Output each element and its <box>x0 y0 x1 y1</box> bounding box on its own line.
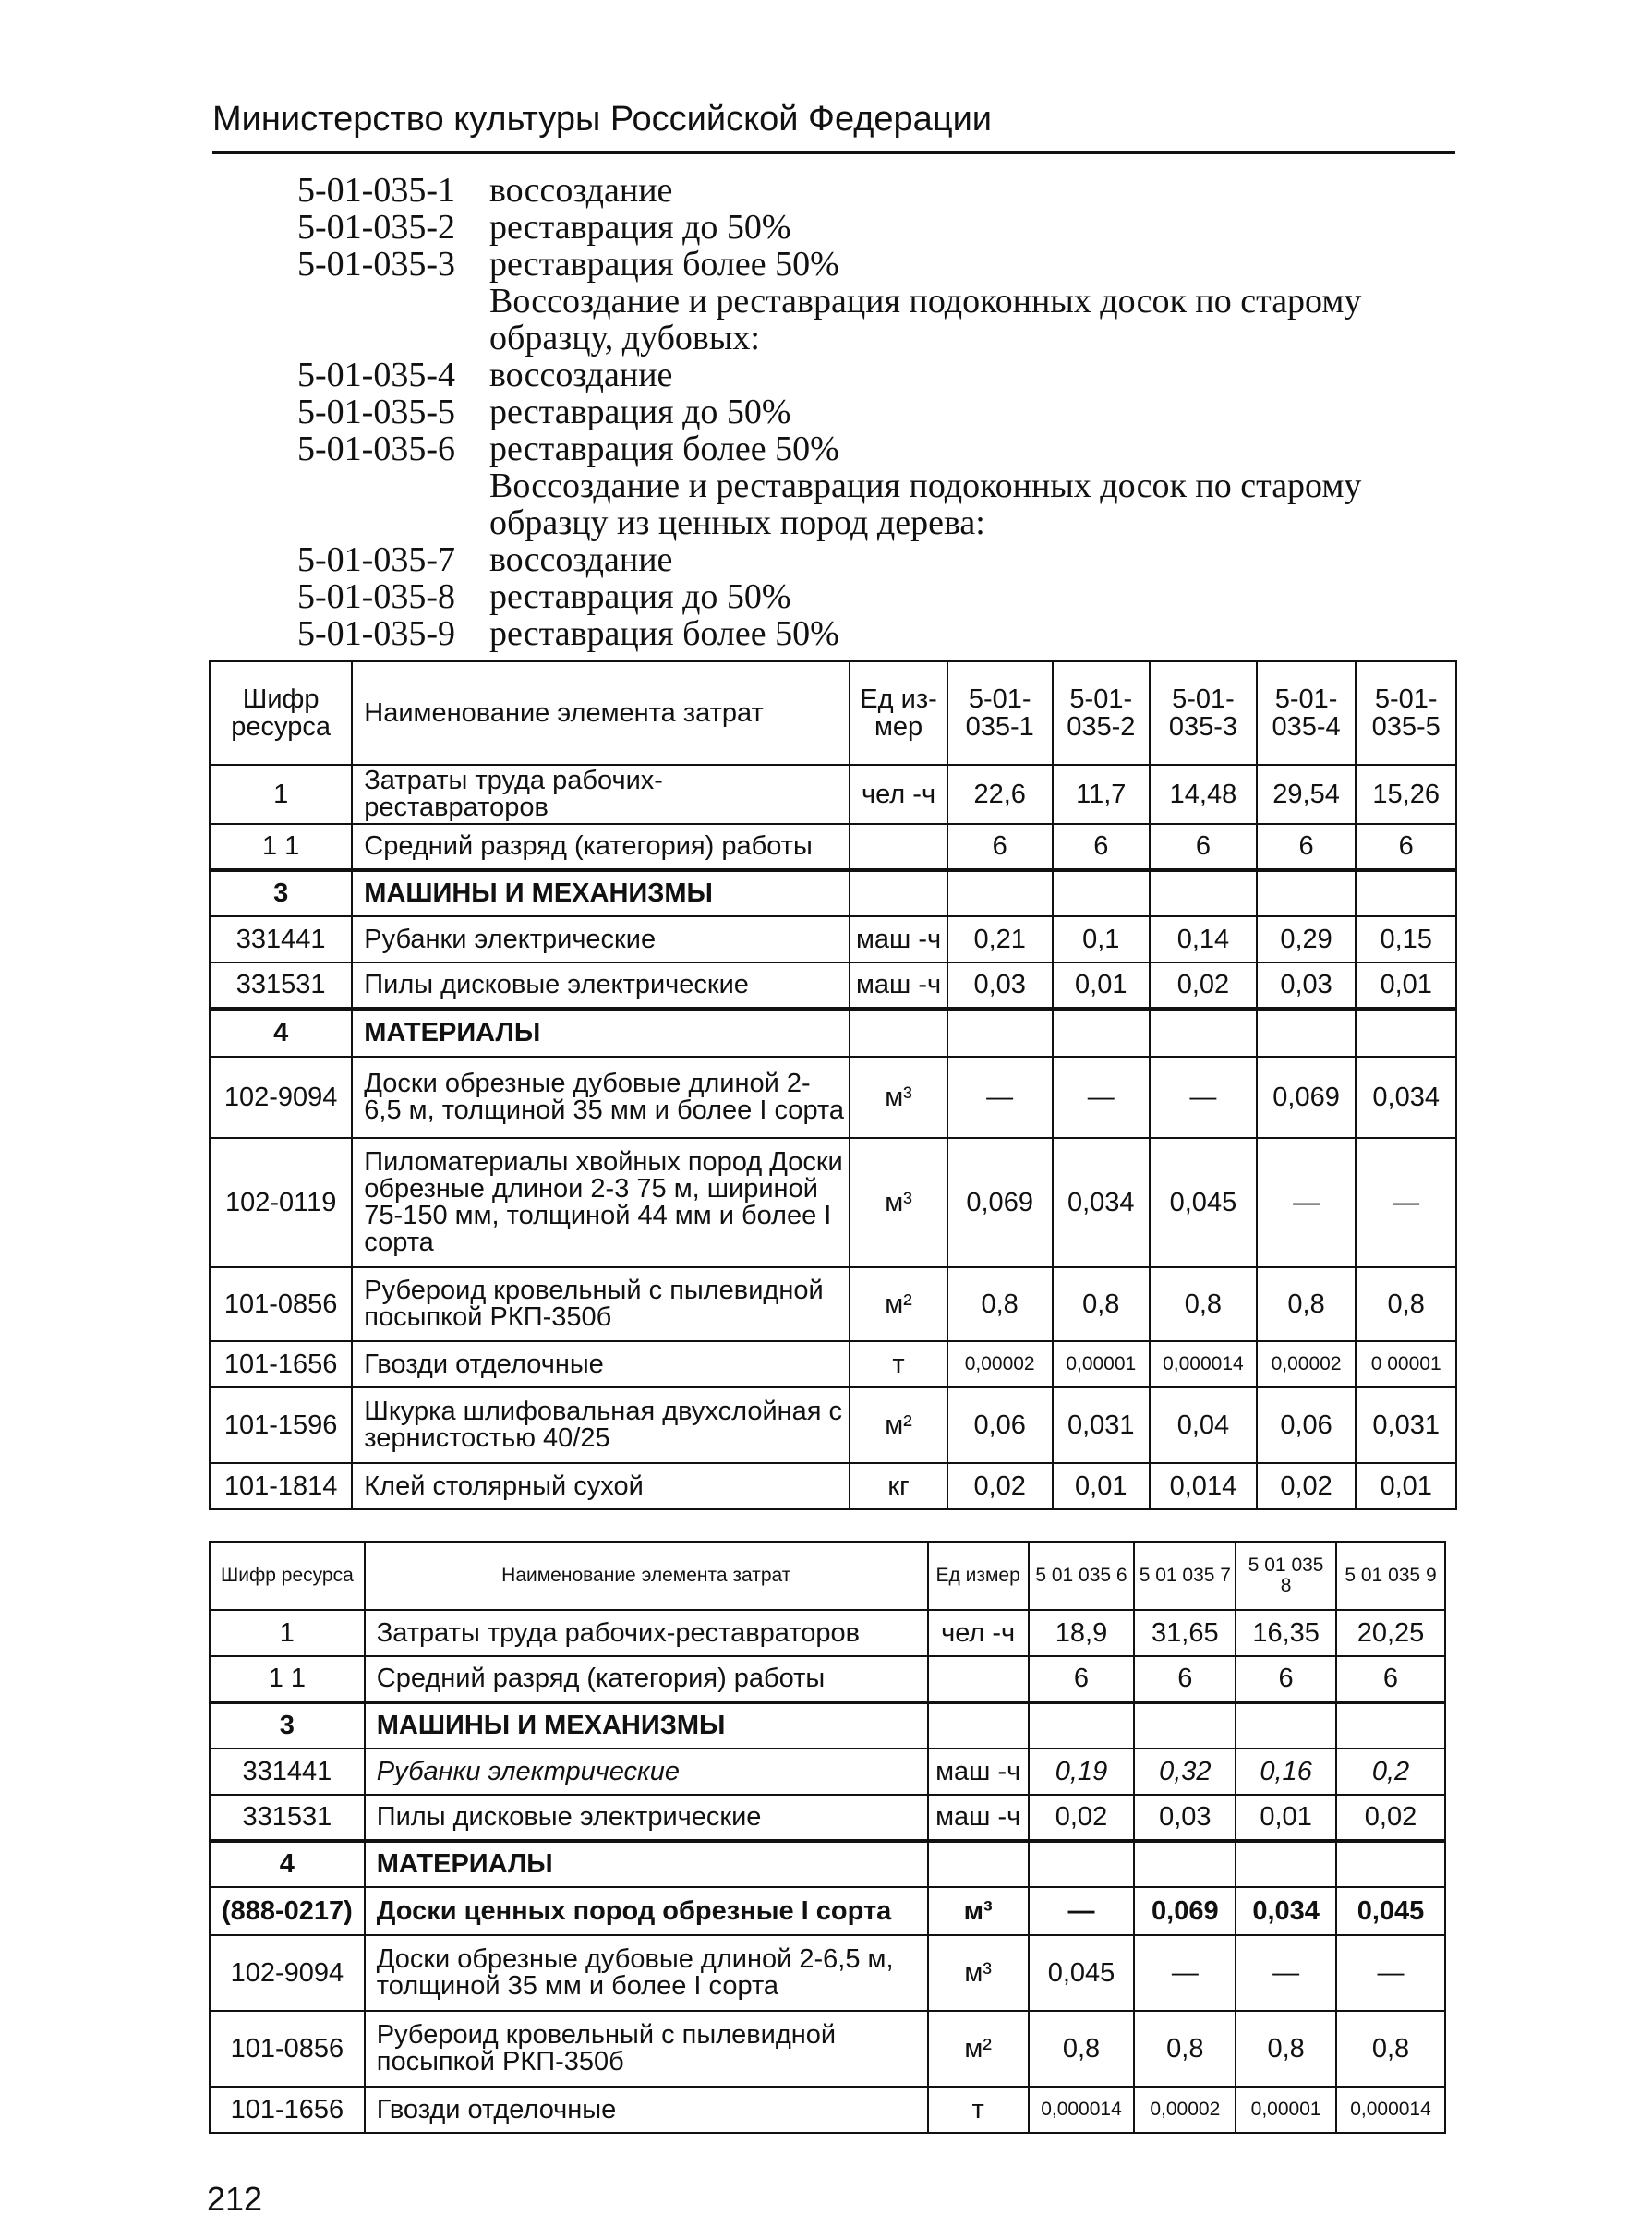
code-group-heading <box>263 467 1473 541</box>
resource-code: 331441 <box>210 1749 365 1795</box>
value-cell <box>1053 1009 1151 1057</box>
unit-cell: м³ <box>928 1935 1029 2011</box>
resource-code: 101-1656 <box>210 2087 365 2133</box>
code-number: 5-01-035-3 <box>297 245 455 284</box>
value-cell: 0,034 <box>1053 1138 1151 1267</box>
value-cell: — <box>1029 1887 1135 1935</box>
value-cell <box>1336 1841 1445 1887</box>
value-cell: 6 <box>1029 1656 1135 1702</box>
section-title: МАШИНЫ И МЕХАНИЗМЫ <box>352 870 850 916</box>
unit-cell: м³ <box>850 1057 947 1138</box>
code-description: реставрация до 50% <box>489 393 791 431</box>
unit-cell: м² <box>928 2011 1029 2087</box>
value-cell: 0,04 <box>1150 1387 1257 1463</box>
value-cell <box>1236 1841 1336 1887</box>
column-header: 5-01-035-5 <box>1356 661 1456 765</box>
value-cell: 0,000014 <box>1336 2087 1445 2133</box>
value-cell: 0,16 <box>1236 1749 1336 1795</box>
code-description: реставрация более 50% <box>489 430 839 468</box>
resource-code: 331531 <box>210 962 352 1009</box>
cost-element-name: Средний разряд (категория) работы <box>352 824 850 870</box>
unit-cell: маш -ч <box>850 962 947 1009</box>
section-title: МАТЕРИАЛЫ <box>352 1009 850 1057</box>
table-row <box>210 1795 1445 1841</box>
column-header: Наименование элемента затрат <box>365 1542 928 1610</box>
code-number: 5-01-035-8 <box>297 577 455 616</box>
resource-code: 1 <box>210 1610 365 1656</box>
table-row <box>210 1749 1445 1795</box>
table-header-row <box>210 1542 1445 1610</box>
value-cell: 0,01 <box>1053 962 1151 1009</box>
value-cell: 6 <box>1134 1656 1236 1702</box>
value-cell <box>1134 1702 1236 1749</box>
value-cell: 18,9 <box>1029 1610 1135 1656</box>
value-cell <box>947 1009 1053 1057</box>
value-cell: — <box>1356 1138 1456 1267</box>
value-cell: 0,00002 <box>947 1341 1053 1387</box>
unit-cell: кг <box>850 1463 947 1509</box>
table-row <box>210 1463 1456 1509</box>
resource-code: 102-9094 <box>210 1935 365 2011</box>
value-cell: — <box>947 1057 1053 1138</box>
cost-element-name: Средний разряд (категория) работы <box>365 1656 928 1702</box>
value-cell: 29,54 <box>1257 765 1357 824</box>
unit-cell: м² <box>850 1387 947 1463</box>
unit-cell: м² <box>850 1267 947 1341</box>
code-number: 5-01-035-4 <box>297 356 455 394</box>
cost-element-name: Доски ценных пород обрезные I сорта <box>365 1887 928 1935</box>
code-description: воссоздание <box>489 171 673 210</box>
value-cell: 0,000014 <box>1029 2087 1135 2133</box>
resource-code: 1 <box>210 765 352 824</box>
table-row <box>210 1887 1445 1935</box>
table-section-row <box>210 870 1456 916</box>
table-row <box>210 2011 1445 2087</box>
cost-element-name: Пилы дисковые электрические <box>365 1795 928 1841</box>
code-row <box>263 172 1473 209</box>
column-header: Ед из-мер <box>850 661 947 765</box>
value-cell: — <box>1150 1057 1257 1138</box>
value-cell: 16,35 <box>1236 1610 1336 1656</box>
value-cell: 0,045 <box>1336 1887 1445 1935</box>
resource-code: (888-0217) <box>210 1887 365 1935</box>
table-header-row <box>210 661 1456 765</box>
cost-element-name: Затраты труда рабочих-реставраторов <box>352 765 850 824</box>
table-section-row <box>210 1009 1456 1057</box>
value-cell: 0,03 <box>1134 1795 1236 1841</box>
value-cell: 0,01 <box>1053 1463 1151 1509</box>
value-cell: 0,8 <box>1053 1267 1151 1341</box>
table-row <box>210 1138 1456 1267</box>
resource-code: 4 <box>210 1009 352 1057</box>
code-description: реставрация более 50% <box>489 245 839 284</box>
value-cell <box>1236 1702 1336 1749</box>
unit-cell: т <box>850 1341 947 1387</box>
value-cell: 6 <box>947 824 1053 870</box>
column-header: Шифр ресурса <box>210 1542 365 1610</box>
code-row <box>263 578 1473 615</box>
unit-cell: маш -ч <box>850 916 947 962</box>
value-cell: 0,01 <box>1236 1795 1336 1841</box>
value-cell <box>1257 1009 1357 1057</box>
cost-element-name: Гвозди отделочные <box>365 2087 928 2133</box>
value-cell: 0,045 <box>1029 1935 1135 2011</box>
code-description: реставрация более 50% <box>489 614 839 653</box>
page-title: Министерство культуры Российской Федерации <box>212 100 993 139</box>
resource-code: 3 <box>210 1702 365 1749</box>
column-header: Наименование элемента затрат <box>352 661 850 765</box>
value-cell: 0,034 <box>1236 1887 1336 1935</box>
value-cell: 6 <box>1236 1656 1336 1702</box>
value-cell: 0,29 <box>1257 916 1357 962</box>
table-row <box>210 1935 1445 2011</box>
resource-code: 101-1656 <box>210 1341 352 1387</box>
unit-cell: т <box>928 2087 1029 2133</box>
value-cell: 0,02 <box>1029 1795 1135 1841</box>
code-number: 5-01-035-2 <box>297 208 455 247</box>
value-cell: 0,034 <box>1356 1057 1456 1138</box>
value-cell: 0,8 <box>1134 2011 1236 2087</box>
column-header: 5 01 035 8 <box>1236 1542 1336 1610</box>
unit-cell <box>850 1009 947 1057</box>
value-cell: 0,00001 <box>1236 2087 1336 2133</box>
column-header: Шифр ресурса <box>210 661 352 765</box>
value-cell: 0,06 <box>1257 1387 1357 1463</box>
value-cell: 6 <box>1336 1656 1445 1702</box>
value-cell: — <box>1134 1935 1236 2011</box>
resource-code: 4 <box>210 1841 365 1887</box>
value-cell: 0,03 <box>1257 962 1357 1009</box>
cost-element-name: Доски обрезные дубовые длиной 2-6,5 м, толщиной 35 мм и более I сорта <box>365 1935 928 2011</box>
unit-cell <box>850 870 947 916</box>
value-cell: 22,6 <box>947 765 1053 824</box>
value-cell: 15,26 <box>1356 765 1456 824</box>
code-description: воссоздание <box>489 540 673 579</box>
code-description: реставрация до 50% <box>489 577 791 616</box>
value-cell: — <box>1257 1138 1357 1267</box>
resource-code: 101-0856 <box>210 2011 365 2087</box>
value-cell: 0,02 <box>1257 1463 1357 1509</box>
value-cell: 14,48 <box>1150 765 1257 824</box>
code-description: Воссоздание и реставрация подоконных досок по старому образцу из ценных пород дерева: <box>489 466 1362 542</box>
table-row <box>210 1267 1456 1341</box>
value-cell: 20,25 <box>1336 1610 1445 1656</box>
column-header: 5-01-035-1 <box>947 661 1053 765</box>
code-number <box>263 467 489 541</box>
value-cell: 0,03 <box>947 962 1053 1009</box>
value-cell: 0,045 <box>1150 1138 1257 1267</box>
value-cell: 0,1 <box>1053 916 1151 962</box>
value-cell: 0,031 <box>1053 1387 1151 1463</box>
cost-element-name: Доски обрезные дубовые длиной 2-6,5 м, толщиной 35 мм и более I сорта <box>352 1057 850 1138</box>
value-cell: 6 <box>1150 824 1257 870</box>
value-cell: 0,06 <box>947 1387 1053 1463</box>
value-cell: 0,32 <box>1134 1749 1236 1795</box>
column-header: 5 01 035 6 <box>1029 1542 1135 1610</box>
unit-cell <box>928 1656 1029 1702</box>
table-row <box>210 765 1456 824</box>
column-header: 5 01 035 7 <box>1134 1542 1236 1610</box>
unit-cell: м³ <box>928 1887 1029 1935</box>
cost-element-name: Пилы дисковые электрические <box>352 962 850 1009</box>
code-row <box>263 209 1473 246</box>
code-row <box>263 246 1473 283</box>
value-cell: 0,02 <box>1150 962 1257 1009</box>
section-title: МАТЕРИАЛЫ <box>365 1841 928 1887</box>
code-row <box>263 430 1473 467</box>
page-header <box>212 100 1455 154</box>
value-cell: 0,21 <box>947 916 1053 962</box>
table-row <box>210 916 1456 962</box>
resource-table-2 <box>209 1541 1446 2134</box>
value-cell: 6 <box>1356 824 1456 870</box>
value-cell <box>1150 870 1257 916</box>
value-cell: 0,01 <box>1356 962 1456 1009</box>
cost-element-name: Клей столярный сухой <box>352 1463 850 1509</box>
value-cell: 0,2 <box>1336 1749 1445 1795</box>
value-cell: 0,069 <box>1134 1887 1236 1935</box>
value-cell: 0,19 <box>1029 1749 1135 1795</box>
code-row <box>263 357 1473 393</box>
value-cell: 0,01 <box>1356 1463 1456 1509</box>
value-cell: 0,15 <box>1356 916 1456 962</box>
code-description: реставрация до 50% <box>489 208 791 247</box>
resource-code: 101-1596 <box>210 1387 352 1463</box>
section-title: МАШИНЫ И МЕХАНИЗМЫ <box>365 1702 928 1749</box>
value-cell: 0,069 <box>947 1138 1053 1267</box>
value-cell <box>1134 1841 1236 1887</box>
code-number: 5-01-035-5 <box>297 393 455 431</box>
cost-element-name: Рубероид кровельный с пылевидной посыпкой РКП-350б <box>352 1267 850 1341</box>
column-header: 5-01-035-2 <box>1053 661 1151 765</box>
unit-cell <box>928 1841 1029 1887</box>
table-section-row <box>210 1841 1445 1887</box>
value-cell <box>1053 870 1151 916</box>
resource-code: 331441 <box>210 916 352 962</box>
code-row <box>263 393 1473 430</box>
unit-cell <box>928 1702 1029 1749</box>
cost-element-name: Рубанки электрические <box>352 916 850 962</box>
value-cell: 0,014 <box>1150 1463 1257 1509</box>
value-cell <box>1336 1702 1445 1749</box>
value-cell: 0,8 <box>1336 2011 1445 2087</box>
resource-code: 101-0856 <box>210 1267 352 1341</box>
value-cell <box>1029 1702 1135 1749</box>
table-section-row <box>210 1702 1445 1749</box>
value-cell: 0,000014 <box>1150 1341 1257 1387</box>
column-header: Ед измер <box>928 1542 1029 1610</box>
value-cell: — <box>1236 1935 1336 2011</box>
cost-element-name: Затраты труда рабочих-реставраторов <box>365 1610 928 1656</box>
column-header: 5-01-035-4 <box>1257 661 1357 765</box>
code-number: 5-01-035-7 <box>297 540 455 579</box>
value-cell: 0,8 <box>1150 1267 1257 1341</box>
cost-element-name: Пиломатериалы хвойных пород Доски обрезные длинои 2-3 75 м, шириной 75-150 мм, толщиной 44 мм и более I сорта <box>352 1138 850 1267</box>
resource-table-1 <box>209 660 1457 1510</box>
value-cell: 0,02 <box>1336 1795 1445 1841</box>
value-cell: 0,8 <box>1257 1267 1357 1341</box>
value-cell: 0,8 <box>947 1267 1053 1341</box>
unit-cell: маш -ч <box>928 1795 1029 1841</box>
resource-code: 331531 <box>210 1795 365 1841</box>
value-cell <box>1150 1009 1257 1057</box>
value-cell: — <box>1053 1057 1151 1138</box>
resource-code: 1 1 <box>210 824 352 870</box>
unit-cell: м³ <box>850 1138 947 1267</box>
code-number: 5-01-035-6 <box>297 430 455 468</box>
code-row <box>263 541 1473 578</box>
value-cell: 0 00001 <box>1356 1341 1456 1387</box>
value-cell: 0,031 <box>1356 1387 1456 1463</box>
value-cell: 11,7 <box>1053 765 1151 824</box>
code-group-heading <box>263 283 1473 357</box>
value-cell: 31,65 <box>1134 1610 1236 1656</box>
table-row <box>210 1057 1456 1138</box>
value-cell: 0,8 <box>1029 2011 1135 2087</box>
table-row <box>210 824 1456 870</box>
code-number <box>263 283 489 357</box>
unit-cell: маш -ч <box>928 1749 1029 1795</box>
unit-cell <box>850 824 947 870</box>
resource-code: 102-9094 <box>210 1057 352 1138</box>
value-cell: 0,02 <box>947 1463 1053 1509</box>
resource-code: 101-1814 <box>210 1463 352 1509</box>
column-header: 5-01-035-3 <box>1150 661 1257 765</box>
table-row <box>210 962 1456 1009</box>
table-row <box>210 2087 1445 2133</box>
value-cell <box>947 870 1053 916</box>
cost-element-name: Рубанки электрические <box>365 1749 928 1795</box>
code-number: 5-01-035-1 <box>297 171 455 210</box>
resource-code: 3 <box>210 870 352 916</box>
code-row <box>263 615 1473 652</box>
value-cell: 0,8 <box>1236 2011 1336 2087</box>
resource-code: 102-0119 <box>210 1138 352 1267</box>
page-number: 212 <box>207 2180 263 2218</box>
value-cell: 0,00002 <box>1134 2087 1236 2133</box>
value-cell <box>1356 870 1456 916</box>
cost-element-name: Шкурка шлифовальная двухслойная с зернистостью 40/25 <box>352 1387 850 1463</box>
table-row <box>210 1656 1445 1702</box>
value-cell: 0,14 <box>1150 916 1257 962</box>
unit-cell: чел -ч <box>928 1610 1029 1656</box>
cost-element-name: Гвозди отделочные <box>352 1341 850 1387</box>
value-cell <box>1029 1841 1135 1887</box>
value-cell: 6 <box>1053 824 1151 870</box>
table-row <box>210 1387 1456 1463</box>
value-cell: 0,00002 <box>1257 1341 1357 1387</box>
value-cell <box>1257 870 1357 916</box>
value-cell: 0,069 <box>1257 1057 1357 1138</box>
value-cell <box>1356 1009 1456 1057</box>
value-cell: 0,8 <box>1356 1267 1456 1341</box>
code-number: 5-01-035-9 <box>297 614 455 653</box>
cost-element-name: Рубероид кровельный с пылевидной посыпкой РКП-350б <box>365 2011 928 2087</box>
table-row <box>210 1341 1456 1387</box>
value-cell: 0,00001 <box>1053 1341 1151 1387</box>
table-row <box>210 1610 1445 1656</box>
value-cell: 6 <box>1257 824 1357 870</box>
code-list <box>263 172 1473 652</box>
code-description: Воссоздание и реставрация подоконных досок по старому образцу, дубовых: <box>489 282 1362 357</box>
unit-cell: чел -ч <box>850 765 947 824</box>
resource-code: 1 1 <box>210 1656 365 1702</box>
code-description: воссоздание <box>489 356 673 394</box>
column-header: 5 01 035 9 <box>1336 1542 1445 1610</box>
value-cell: — <box>1336 1935 1445 2011</box>
